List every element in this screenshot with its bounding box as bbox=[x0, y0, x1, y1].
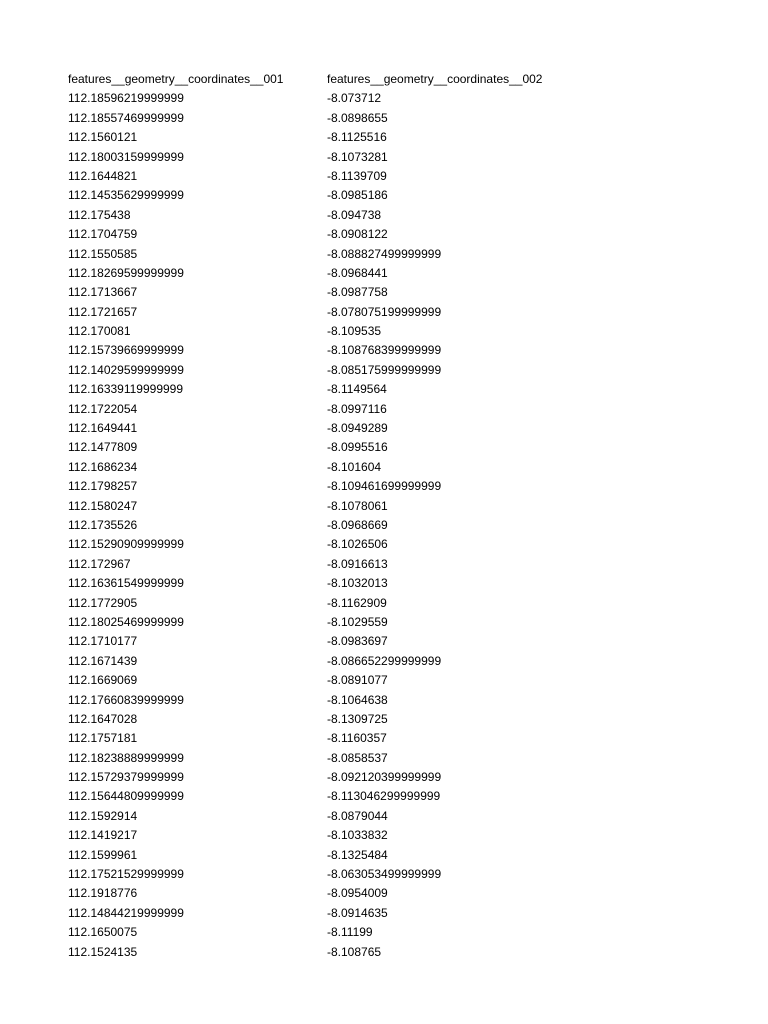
table-row bbox=[68, 419, 688, 438]
table-row bbox=[68, 555, 688, 574]
longitude-cell: 112.14535629999999 bbox=[68, 188, 184, 203]
longitude-cell: 112.1419217 bbox=[68, 828, 138, 843]
latitude-cell: -8.0995516 bbox=[327, 440, 388, 455]
latitude-cell: -8.085175999999999 bbox=[327, 362, 442, 377]
table-row bbox=[68, 477, 688, 496]
table-row bbox=[68, 652, 688, 671]
table-row bbox=[68, 943, 688, 962]
table-row bbox=[68, 322, 688, 341]
longitude-cell: 112.17660839999999 bbox=[68, 692, 184, 707]
table-row bbox=[68, 186, 688, 205]
longitude-cell: 112.18596219999999 bbox=[68, 91, 184, 106]
latitude-cell: -8.094738 bbox=[327, 207, 382, 222]
table-row bbox=[68, 884, 688, 903]
latitude-cell: -8.1162909 bbox=[327, 595, 387, 610]
longitude-cell: 112.15290909999999 bbox=[68, 537, 184, 552]
longitude-cell: 112.18269599999999 bbox=[68, 265, 184, 280]
table-row bbox=[68, 341, 688, 360]
longitude-cell: 112.175438 bbox=[68, 207, 131, 222]
table-row bbox=[68, 594, 688, 613]
latitude-cell: -8.1032013 bbox=[327, 576, 388, 591]
header-row bbox=[68, 70, 688, 89]
latitude-cell: -8.086652299999999 bbox=[327, 653, 442, 668]
latitude-cell: -8.1064638 bbox=[327, 692, 388, 707]
table-row bbox=[68, 264, 688, 283]
table-row bbox=[68, 787, 688, 806]
latitude-cell: -8.109535 bbox=[327, 324, 382, 339]
longitude-cell: 112.1644821 bbox=[68, 168, 138, 183]
longitude-cell: 112.1757181 bbox=[68, 731, 138, 746]
longitude-cell: 112.18238889999999 bbox=[68, 750, 184, 765]
longitude-cell: 112.1669069 bbox=[68, 673, 138, 688]
latitude-cell: -8.0891077 bbox=[327, 673, 388, 688]
longitude-cell: 112.18025469999999 bbox=[68, 614, 184, 629]
longitude-cell: 112.1686234 bbox=[68, 459, 138, 474]
latitude-cell: -8.1160357 bbox=[327, 731, 387, 746]
longitude-cell: 112.1704759 bbox=[68, 227, 138, 242]
latitude-cell: -8.1033832 bbox=[327, 828, 388, 843]
table-row bbox=[68, 206, 688, 225]
longitude-cell: 112.1721657 bbox=[68, 304, 138, 319]
table-row bbox=[68, 613, 688, 632]
longitude-cell: 112.17521529999999 bbox=[68, 867, 184, 882]
table-row bbox=[68, 167, 688, 186]
longitude-cell: 112.1599961 bbox=[68, 847, 138, 862]
longitude-cell: 112.1650075 bbox=[68, 925, 138, 940]
latitude-cell: -8.0879044 bbox=[327, 808, 388, 823]
latitude-cell: -8.1026506 bbox=[327, 537, 388, 552]
longitude-cell: 112.1580247 bbox=[68, 498, 138, 513]
longitude-cell: 112.18557469999999 bbox=[68, 110, 184, 125]
longitude-cell: 112.16361549999999 bbox=[68, 576, 184, 591]
longitude-cell: 112.1649441 bbox=[68, 421, 138, 436]
table-row bbox=[68, 846, 688, 865]
table-row bbox=[68, 89, 688, 108]
table-row bbox=[68, 826, 688, 845]
longitude-cell: 112.1722054 bbox=[68, 401, 138, 416]
table-row bbox=[68, 923, 688, 942]
latitude-cell: -8.0987758 bbox=[327, 285, 388, 300]
table-row bbox=[68, 361, 688, 380]
table-row bbox=[68, 632, 688, 651]
longitude-cell: 112.16339119999999 bbox=[68, 382, 184, 397]
longitude-cell: 112.15729379999999 bbox=[68, 770, 184, 785]
column-header-coordinates-002: features__geometry__coordinates__002 bbox=[327, 72, 543, 86]
latitude-cell: -8.088827499999999 bbox=[327, 246, 442, 261]
latitude-cell: -8.1325484 bbox=[327, 847, 388, 862]
latitude-cell: -8.0954009 bbox=[327, 886, 388, 901]
table-row bbox=[68, 109, 688, 128]
longitude-cell: 112.15644809999999 bbox=[68, 789, 184, 804]
longitude-cell: 112.1550585 bbox=[68, 246, 138, 261]
longitude-cell: 112.14029599999999 bbox=[68, 362, 184, 377]
latitude-cell: -8.1149564 bbox=[327, 382, 387, 397]
longitude-cell: 112.1560121 bbox=[68, 130, 138, 145]
latitude-cell: -8.0997116 bbox=[327, 401, 387, 416]
table-row bbox=[68, 904, 688, 923]
table-body bbox=[68, 89, 688, 962]
table-row bbox=[68, 516, 688, 535]
table-row bbox=[68, 128, 688, 147]
table-row bbox=[68, 729, 688, 748]
table-row bbox=[68, 283, 688, 302]
longitude-cell: 112.18003159999999 bbox=[68, 149, 184, 164]
latitude-cell: -8.11199 bbox=[327, 925, 373, 940]
latitude-cell: -8.1125516 bbox=[327, 130, 387, 145]
latitude-cell: -8.078075199999999 bbox=[327, 304, 442, 319]
latitude-cell: -8.0908122 bbox=[327, 227, 388, 242]
longitude-cell: 112.1671439 bbox=[68, 653, 138, 668]
table-row bbox=[68, 574, 688, 593]
latitude-cell: -8.108768399999999 bbox=[327, 343, 442, 358]
latitude-cell: -8.1139709 bbox=[327, 168, 387, 183]
table-row bbox=[68, 497, 688, 516]
longitude-cell: 112.14844219999999 bbox=[68, 905, 184, 920]
latitude-cell: -8.1078061 bbox=[327, 498, 388, 513]
longitude-cell: 112.170081 bbox=[68, 324, 131, 339]
latitude-cell: -8.108765 bbox=[327, 944, 382, 959]
longitude-cell: 112.1647028 bbox=[68, 711, 138, 726]
latitude-cell: -8.0983697 bbox=[327, 634, 388, 649]
table-row bbox=[68, 225, 688, 244]
latitude-cell: -8.073712 bbox=[327, 91, 382, 106]
table-row bbox=[68, 245, 688, 264]
longitude-cell: 112.1918776 bbox=[68, 886, 138, 901]
latitude-cell: -8.092120399999999 bbox=[327, 770, 442, 785]
latitude-cell: -8.0949289 bbox=[327, 421, 388, 436]
latitude-cell: -8.113046299999999 bbox=[327, 789, 441, 804]
latitude-cell: -8.0858537 bbox=[327, 750, 388, 765]
table-row bbox=[68, 671, 688, 690]
column-header-coordinates-001: features__geometry__coordinates__001 bbox=[68, 72, 284, 86]
table-row bbox=[68, 749, 688, 768]
table-row bbox=[68, 458, 688, 477]
latitude-cell: -8.1309725 bbox=[327, 711, 388, 726]
longitude-cell: 112.1524135 bbox=[68, 944, 138, 959]
table-row bbox=[68, 691, 688, 710]
table-row bbox=[68, 438, 688, 457]
latitude-cell: -8.109461699999999 bbox=[327, 479, 442, 494]
table-row bbox=[68, 535, 688, 554]
longitude-cell: 112.1798257 bbox=[68, 479, 138, 494]
table-row bbox=[68, 710, 688, 729]
latitude-cell: -8.063053499999999 bbox=[327, 867, 442, 882]
latitude-cell: -8.0968669 bbox=[327, 517, 388, 532]
latitude-cell: -8.1073281 bbox=[327, 149, 388, 164]
latitude-cell: -8.0898655 bbox=[327, 110, 388, 125]
latitude-cell: -8.0916613 bbox=[327, 556, 388, 571]
longitude-cell: 112.15739669999999 bbox=[68, 343, 184, 358]
table-row bbox=[68, 400, 688, 419]
table-row bbox=[68, 380, 688, 399]
latitude-cell: -8.101604 bbox=[327, 459, 382, 474]
longitude-cell: 112.1710177 bbox=[68, 634, 138, 649]
longitude-cell: 112.1592914 bbox=[68, 808, 138, 823]
table-row bbox=[68, 807, 688, 826]
table-row bbox=[68, 148, 688, 167]
latitude-cell: -8.0985186 bbox=[327, 188, 388, 203]
longitude-cell: 112.1735526 bbox=[68, 517, 138, 532]
longitude-cell: 112.1713667 bbox=[68, 285, 138, 300]
longitude-cell: 112.172967 bbox=[68, 556, 131, 571]
latitude-cell: -8.0968441 bbox=[327, 265, 388, 280]
latitude-cell: -8.1029559 bbox=[327, 614, 388, 629]
table-row bbox=[68, 865, 688, 884]
latitude-cell: -8.0914635 bbox=[327, 905, 388, 920]
table-row bbox=[68, 768, 688, 787]
longitude-cell: 112.1477809 bbox=[68, 440, 138, 455]
longitude-cell: 112.1772905 bbox=[68, 595, 138, 610]
table-row bbox=[68, 303, 688, 322]
spreadsheet-table bbox=[68, 70, 688, 962]
